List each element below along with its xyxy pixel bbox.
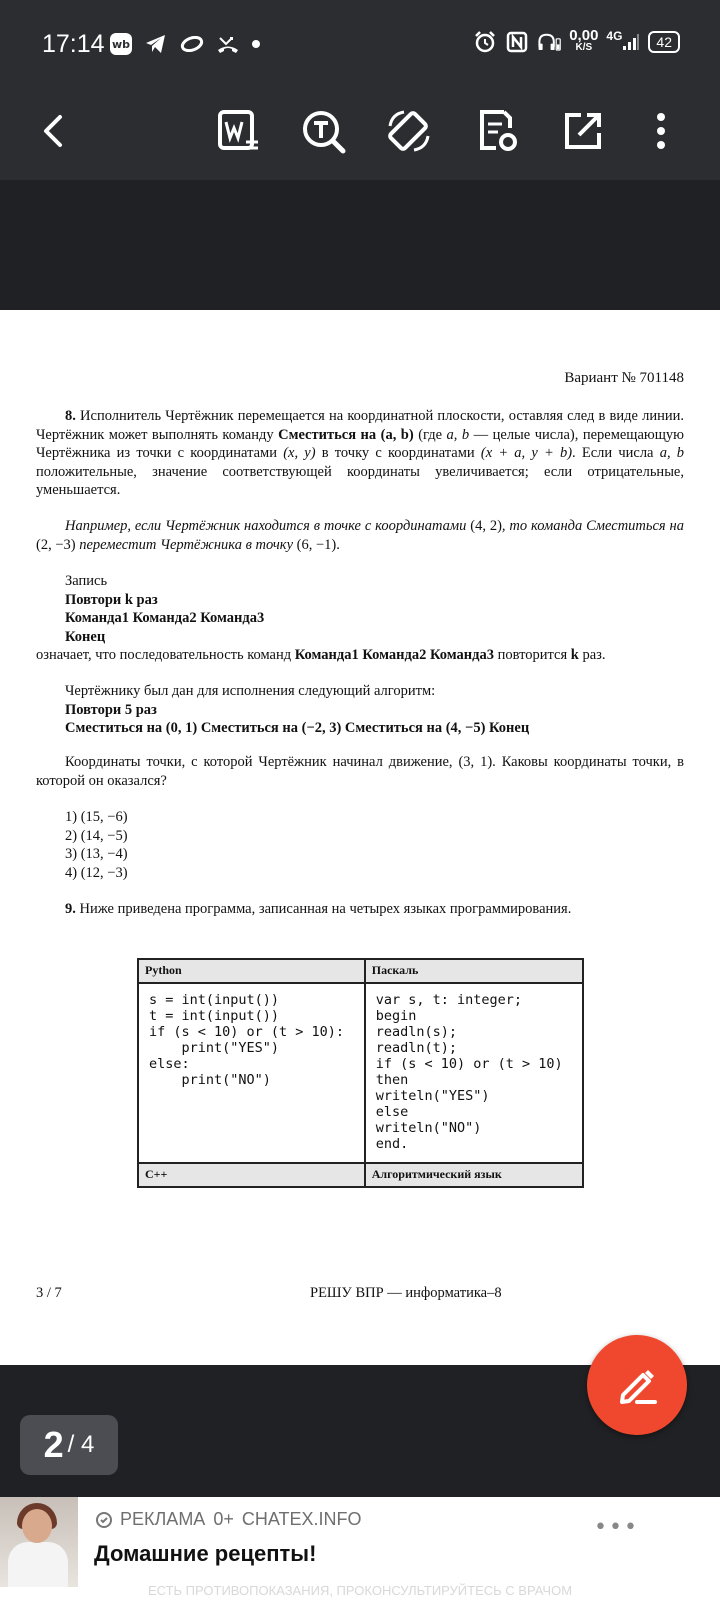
task8-xayb: (x + a, y + b) (480, 445, 573, 461)
notification-icons (110, 32, 260, 56)
header-python: Python (138, 959, 365, 983)
document-settings-button[interactable] (472, 106, 522, 156)
task8-options (36, 808, 684, 882)
page-footer-title: РЕШУ ВПР — информатика–8 (310, 1285, 502, 1301)
example-text-a: Например, если Чертёжник находится в точке с координатами (65, 518, 467, 534)
pencil-icon (613, 1361, 661, 1409)
total-pages: / 4 (67, 1431, 95, 1458)
word-convert-icon (216, 108, 262, 154)
meaning-c: раз. (578, 647, 606, 663)
answer-option: 3) (13, −4) (65, 846, 128, 862)
task8-question: Координаты точки, с которой Чертёжник начинал движение, (3, 1). Каковы координаты точки, в которой он оказался? (36, 754, 684, 789)
task8-statement (36, 407, 684, 500)
network-speed-unit: K/S (575, 42, 593, 53)
variant-number: Вариант № 701148 (564, 370, 684, 386)
meaning-b: повторится (493, 647, 571, 663)
record-meaning (36, 646, 684, 665)
example-text-b: , то команда Сместиться на (501, 518, 684, 534)
rotate-screen-button[interactable] (384, 106, 434, 156)
convert-to-word-button[interactable] (214, 106, 264, 156)
more-options-button[interactable] (636, 106, 686, 156)
edit-fab-button[interactable] (587, 1335, 687, 1435)
more-vertical-icon (655, 111, 667, 151)
current-page: 2 (43, 1424, 64, 1465)
task8-ab2: a, b (659, 445, 684, 461)
network-speed (569, 27, 599, 54)
task8-number: 8. (65, 408, 76, 424)
meaning-commands: Команда1 Команда2 Команда3 (294, 647, 494, 663)
answer-option: 1) (15, −6) (65, 809, 128, 825)
header-cpp: C++ (138, 1163, 365, 1187)
network-speed-value: 0,00 (569, 27, 599, 44)
task8-algorithm (36, 682, 684, 738)
telegram-icon (144, 32, 168, 56)
task8-text-e: . Если числа (572, 445, 660, 461)
example-point-2: (2, −3) (36, 536, 80, 553)
task8-text-d: в точку с координатами (315, 445, 481, 461)
rotate-screen-icon (386, 108, 432, 154)
nfc-icon (505, 30, 529, 54)
ad-disclaimer: ЕСТЬ ПРОТИВОПОКАЗАНИЯ, ПРОКОНСУЛЬТИРУЙТЕСЬ С ВРАЧОМ (147, 1583, 573, 1598)
python-code: s = int(input()) t = int(input()) if (s < 10) or (t > 10): print("YES") else: print("NO") (149, 992, 345, 1088)
status-bar (0, 0, 720, 94)
text-search-button[interactable] (298, 106, 348, 156)
code-table (137, 958, 584, 1188)
system-icons (473, 27, 680, 54)
ring-app-icon (180, 32, 204, 56)
task9-number: 9. (65, 901, 76, 917)
record-commands: Команда1 Команда2 Команда3 (65, 610, 265, 626)
example-point-1: (4, 2) (466, 518, 502, 534)
answer-option: 2) (14, −5) (65, 827, 128, 844)
ad-choice-icon (96, 1512, 112, 1528)
headphones-battery-icon (537, 30, 561, 54)
ad-label-text: РЕКЛАМА (120, 1509, 206, 1529)
task9-statement (36, 900, 684, 919)
example-point-3: (6, −1). (293, 536, 340, 553)
ad-title[interactable]: Домашние рецепты! (94, 1541, 317, 1566)
task8-record-block (36, 572, 684, 665)
header-algorithmic: Алгоритмический язык (365, 1163, 583, 1187)
back-arrow-icon (38, 114, 68, 148)
network-type: 4G (606, 29, 623, 43)
page-counter[interactable] (20, 1415, 118, 1475)
alarm-icon (473, 30, 497, 54)
document-page[interactable] (0, 310, 720, 1365)
task8-ab: a, b (446, 426, 470, 443)
viewer-toolbar (0, 94, 720, 180)
missed-call-icon (216, 32, 240, 56)
record-end: Конец (65, 628, 106, 645)
task8-text-f: положительные, значение соответствующей координаты увеличивается; если отрицательные, уменьшается. (36, 463, 684, 498)
record-label: Запись (65, 573, 108, 589)
share-external-icon (561, 109, 605, 153)
task8-text-c: — целые числа), перемещающую Чертёжника из точки с координатами (36, 426, 684, 461)
page-footer-number: 3 / 7 (36, 1285, 62, 1301)
algorithm-intro: Чертёжнику был дан для исполнения следующий алгоритм: (65, 683, 436, 699)
task8-text-a: Исполнитель Чертёжник перемещается на координатной плоскости, оставляя след в виде линии. Чертёжник может выполнять команду (36, 408, 684, 443)
wb-app-icon: wb (110, 33, 132, 55)
viewer-background-top (0, 180, 720, 310)
header-pascal: Паскаль (365, 959, 583, 983)
meaning-a: означает, что последовательность команд (36, 647, 295, 663)
pascal-code: var s, t: integer; begin readln(s); readln(t); if (s < 10) or (t > 10) then writeln("YES") else writeln("NO") end. (375, 992, 563, 1152)
ad-thumbnail[interactable] (0, 1497, 78, 1587)
ad-banner[interactable] (0, 1497, 720, 1600)
task9-text: Ниже приведена программа, записанная на четырех языках программирования. (79, 901, 572, 917)
ad-label (96, 1509, 362, 1530)
answer-option: 4) (12, −3) (65, 864, 128, 881)
python-code-cell (138, 983, 365, 1163)
pascal-code-cell (365, 983, 583, 1163)
battery-indicator: 42 (648, 31, 680, 53)
task8-example (36, 517, 684, 554)
text-search-icon (300, 108, 346, 154)
task8-command: Сместиться на (a, b) (278, 426, 414, 443)
share-external-button[interactable] (558, 106, 608, 156)
ad-age-rating: 0+ (213, 1509, 234, 1529)
ad-more-button[interactable]: ••• (594, 1515, 639, 1540)
status-time: 17:14 (42, 30, 105, 58)
task8-xy: (x, y) (283, 445, 316, 461)
back-button[interactable] (28, 106, 78, 156)
more-notifications-dot (252, 40, 260, 48)
ad-site: CHATEX.INFO (241, 1509, 362, 1529)
document-settings-icon (474, 108, 520, 154)
example-text-c: переместит Чертёжника в точку (79, 536, 294, 553)
task8-text-b: (где (413, 426, 447, 443)
algorithm-repeat: Повтори 5 раз (65, 701, 157, 718)
record-repeat-k: Повтори k раз (65, 591, 158, 608)
algorithm-commands: Сместиться на (0, 1) Сместиться на (−2, 3) Сместиться на (4, −5) Конец (65, 720, 530, 736)
top-bar (0, 0, 720, 180)
meaning-k: k (570, 647, 579, 663)
cellular-signal-icon (606, 30, 640, 54)
